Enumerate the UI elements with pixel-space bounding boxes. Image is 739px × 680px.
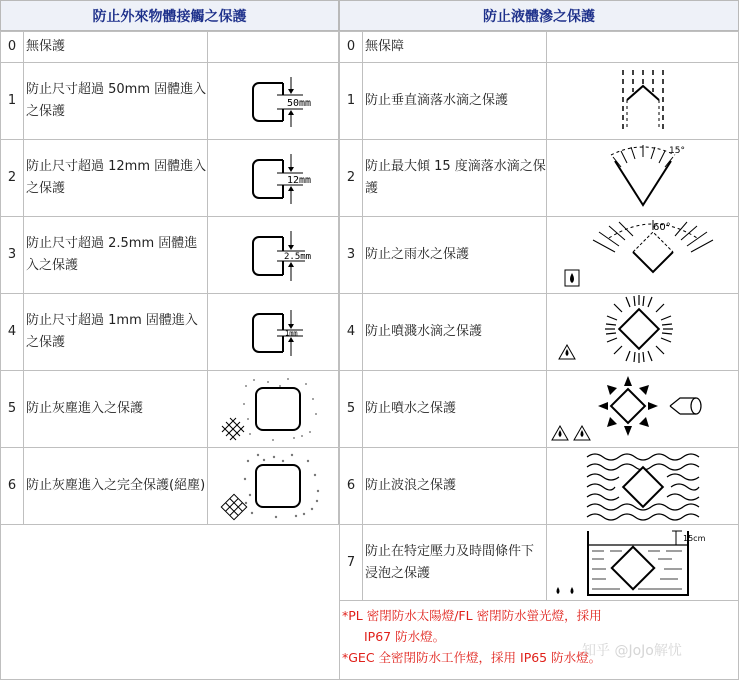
right-row-picture <box>546 524 739 601</box>
left-row-num: 1 <box>0 62 24 140</box>
right-row-text: 防止之雨水之保護 <box>362 216 547 294</box>
size-label: 50mm <box>287 98 312 109</box>
right-row-picture <box>546 293 739 371</box>
left-row-text: 防止尺寸超過 50mm 固體進入之保護 <box>23 62 208 140</box>
right-row-num: 2 <box>339 139 363 217</box>
right-row-text: 防止噴濺水滴之保護 <box>362 293 547 371</box>
left-row-picture <box>207 31 339 63</box>
right-row-text: 防止波浪之保護 <box>362 447 547 525</box>
rain-60-icon <box>553 218 733 292</box>
right-row-picture <box>546 62 739 140</box>
right-row-num: 1 <box>339 62 363 140</box>
left-row-num: 3 <box>0 216 24 294</box>
left-row-picture <box>207 293 339 371</box>
left-row-num: 5 <box>0 370 24 448</box>
left-empty-cell <box>0 524 340 680</box>
note-line: IP67 防水燈。 <box>364 629 446 644</box>
solid-object-12mm-icon <box>223 148 323 208</box>
right-row-text: 防止垂直滴落水滴之保護 <box>362 62 547 140</box>
left-row-num: 0 <box>0 31 24 63</box>
left-row-text: 防止尺寸超過 2.5mm 固體進入之保護 <box>23 216 208 294</box>
left-row-text: 防止灰塵進入之完全保護(絕塵) <box>23 447 208 525</box>
vertical-drip-icon <box>583 66 703 136</box>
right-row-text: 防止噴水之保護 <box>362 370 547 448</box>
right-row-num: 7 <box>339 524 363 601</box>
right-row-num: 3 <box>339 216 363 294</box>
splash-icon <box>553 295 733 369</box>
right-row-num: 6 <box>339 447 363 525</box>
left-row-num: 4 <box>0 293 24 371</box>
note-line: *PL 密閉防水太陽燈/FL 密閉防水螢光燈，採用 <box>342 608 602 623</box>
left-header: 防止外來物體接觸之保護 <box>0 0 339 31</box>
left-row-text: 防止尺寸超過 1mm 固體進入之保護 <box>23 293 208 371</box>
dust-tight-icon <box>218 451 328 521</box>
left-row-picture <box>207 62 339 140</box>
tilted-drip-15-icon <box>583 141 703 215</box>
immersion-icon <box>548 527 738 599</box>
size-label: 1mm <box>285 329 298 338</box>
note-line: *GEC 全密閉防水工作燈，採用 IP65 防水燈。 <box>342 650 602 665</box>
size-label: 2.5mm <box>284 252 312 262</box>
angle-label: 15° <box>668 146 685 156</box>
right-row-text: 防止在特定壓力及時間條件下浸泡之保護 <box>362 524 547 601</box>
right-row-picture <box>546 370 739 448</box>
waves-icon <box>583 449 703 523</box>
left-row-num: 6 <box>0 447 24 525</box>
depth-label: 15cm <box>682 533 705 543</box>
left-row-text: 無保護 <box>23 31 208 63</box>
left-row-text: 防止尺寸超過 12mm 固體進入之保護 <box>23 139 208 217</box>
solid-object-2.5mm-icon <box>223 225 323 285</box>
right-header: 防止液體滲之保護 <box>339 0 739 31</box>
left-row-picture <box>207 216 339 294</box>
right-row-num: 5 <box>339 370 363 448</box>
angle-label: 60° <box>652 222 671 233</box>
right-row-num: 0 <box>339 31 363 63</box>
left-row-picture <box>207 139 339 217</box>
right-row-text: 無保障 <box>362 31 547 63</box>
left-row-picture <box>207 370 339 448</box>
right-row-picture <box>546 31 739 63</box>
solid-object-1mm-icon <box>223 302 323 362</box>
left-row-picture <box>207 447 339 525</box>
right-row-num: 4 <box>339 293 363 371</box>
right-row-picture <box>546 139 739 217</box>
right-row-picture <box>546 447 739 525</box>
solid-object-50mm-icon <box>223 71 323 131</box>
water-jet-icon <box>548 372 738 446</box>
left-row-text: 防止灰塵進入之保護 <box>23 370 208 448</box>
size-label: 12mm <box>287 175 312 186</box>
left-row-num: 2 <box>0 139 24 217</box>
dust-protected-icon <box>218 374 328 444</box>
right-row-text: 防止最大傾 15 度滴落水滴之保護 <box>362 139 547 217</box>
right-row-picture <box>546 216 739 294</box>
nozzle-icon <box>670 398 701 414</box>
watermark: 知乎 @JoJo解忧 <box>582 643 682 659</box>
